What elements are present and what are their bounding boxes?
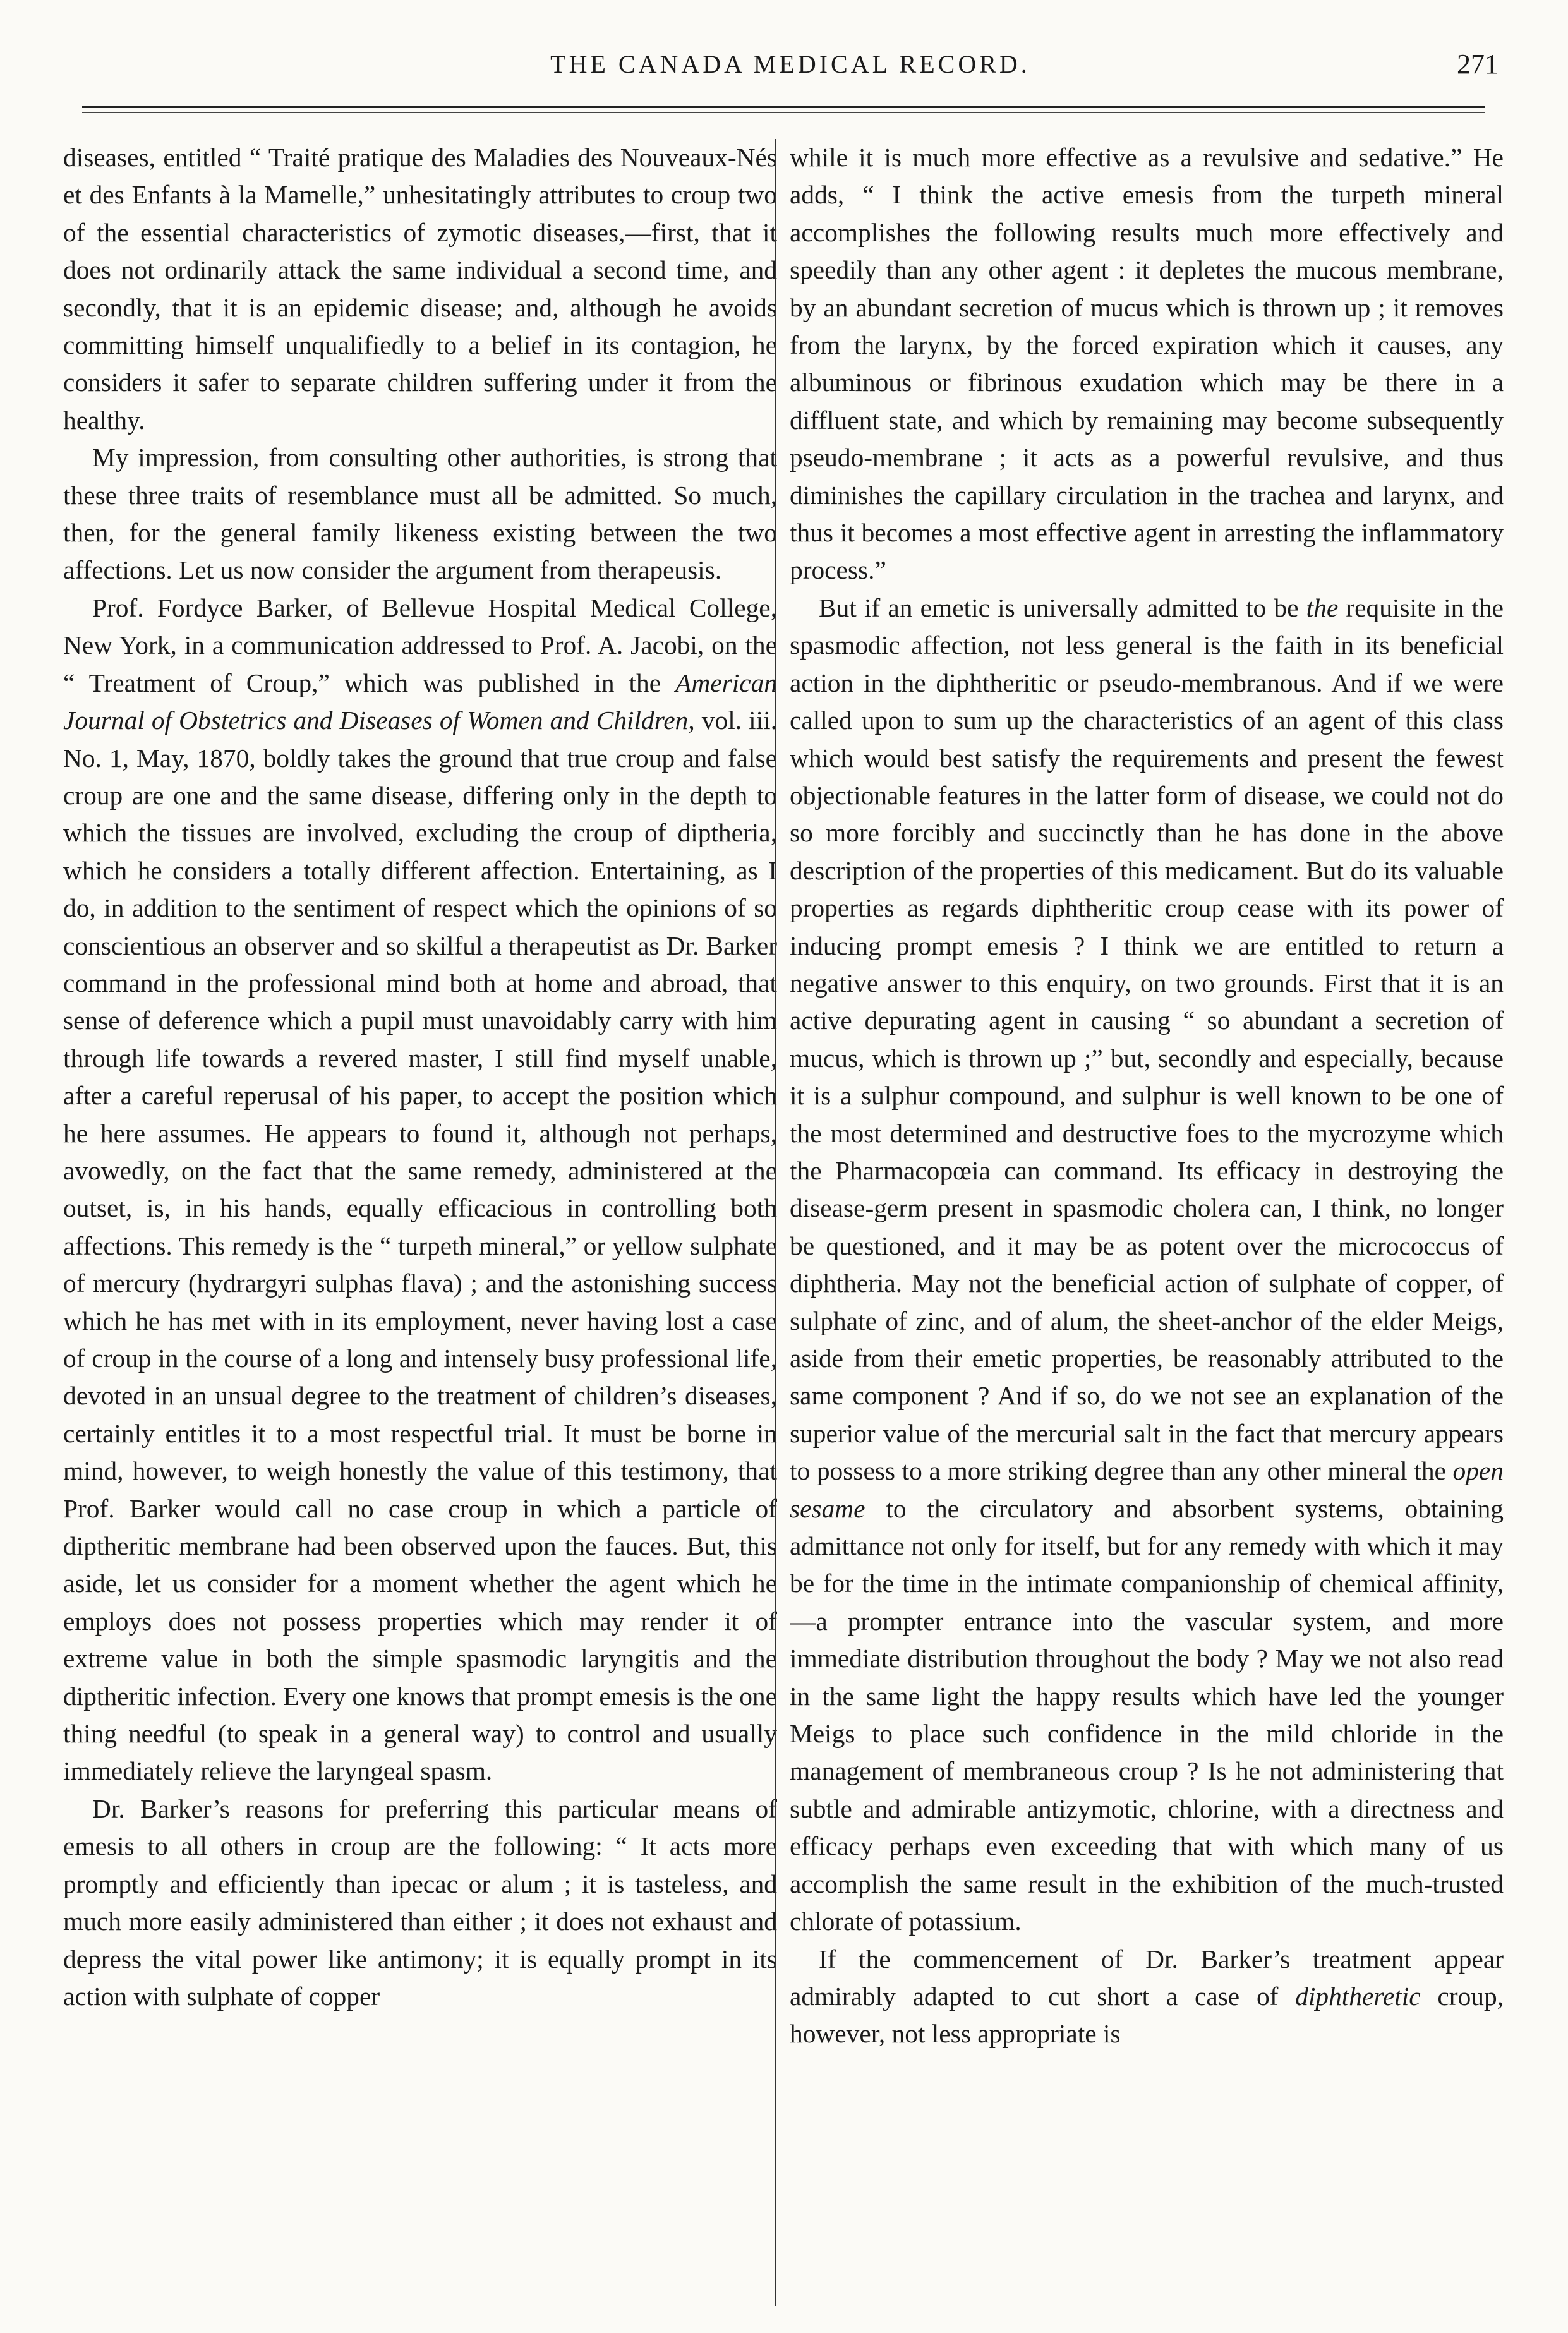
emphasis: open sesame [790,1456,1504,1523]
paragraph [63,1790,777,2015]
column-divider [775,139,776,2306]
left-column [63,139,777,2306]
text-run: But if an emetic is universally admitted to be [819,593,1306,622]
paragraph [63,139,777,439]
paragraph [790,589,1504,1941]
text-run: , vol. iii. No. 1, May, 1870, boldly takes the ground that true croup and false croup are one and the same disease, differing only in the depth to which the tissues are involved, excluding the croup of diptheria, which he considers a totally different affection. Entertaining, as I do, in addition to the sentiment of respect which the opinions of so conscientious an observer and so skilful a therapeutist as Dr. Barker command in the professional mind both at home and abroad, that sense of deference which a pupil must unavoidably carry with him through life towards a revered master, I still find myself unable, after a careful reperusal of his paper, to accept the position which he here assumes. He appears to found it, although not perhaps, avowedly, on the fact that the same remedy, administered at the outset, is, in his hands, equally efficacious in controlling both affections. This remedy is the “ turpeth mineral,” or yellow sulphate of mercury (hydrargyri sulphas flava) ; and the astonishing success which he has met with in its employment, never having lost a case of croup in the course of a long and intensely busy professional life, devoted in an unsual degree to the treatment of children’s diseases, certainly entitles it to a most respectful trial. It must be borne in mind, however, to weigh honestly the value of this testimony, that Prof. Barker would call no case croup in which a particle of diptheritic membrane had been observed upon the fauces. But, this aside, let us consider for a moment whether the agent which he employs does not possess properties which may render it of extreme value in both the simple spasmodic laryngitis and the diptheritic infection. Every one knows that prompt emesis is the one thing needful (to speak in a general way) to control and usually immediately relieve the laryngeal spasm. [63,706,777,1786]
paragraph [790,139,1504,589]
text-run: while it is much more effective as a revulsive and sedative.” He adds, “ I think the active emesis from the turpeth mineral accomplishes the following results much more effectively and speedily than any other agent : it depletes the mucous membrane, by an abundant secretion of mucus which is thrown up ; it removes from the larynx, by the forced expiration which it causes, any albuminous or fibrinous exudation which may be there in a diffluent state, and which by remaining may become subsequently pseudo-membrane ; it acts as a powerful revulsive, and thus diminishes the capillary circulation in the trachea and larynx, and thus it becomes a most effective agent in arresting the inflammatory process.” [790,143,1504,585]
text-run: to the circulatory and absorbent systems, obtaining admittance not only for itself, but for any remedy with which it may be for the time in the intimate companionship of chemical affinity,—a prompter entrance into the vascular system, and more immediate distribution throughout the body ? May we not also read in the same light the happy results which have led the younger Meigs to place such confidence in the mild chloride in the management of membraneous croup ? Is he not administering that subtle and admirable antizymotic, chlorine, with a directness and efficacy perhaps even exceeding that with which many of us accomplish the same result in the exhibition of the much-trusted chlorate of potassium. [790,1493,1504,1936]
header-rule [82,106,1485,108]
paragraph [790,1941,1504,2053]
page-number: 271 [1457,49,1499,80]
paragraph [63,589,777,1790]
journal-title: THE CANADA MEDICAL RECORD. [550,50,1030,78]
text-run: croup, however, not less appropriate is [790,1981,1504,2049]
paragraph [63,439,777,589]
page-header [82,45,1499,96]
text-run: Prof. Fordyce Barker, of Bellevue Hospital Medical College, New York, in a communication addressed to Prof. A. Jacobi, on the “ Treatment of Croup,” which was published in the [63,593,777,697]
text-run: Dr. Barker’s reasons for preferring this particular means of emesis to all others in croup are the following: “ It acts more promptly and efficiently than ipecac or alum ; it is tasteless, and much more easily administered than either ; it does not exhaust and depress the vital power like antimony; it is equally prompt in its action with sulphate of copper [63,1793,777,2011]
text-run: requisite in the spasmodic affection, not less general is the faith in its beneficial action in the diphtheritic or pseudo-membranous. And if we were called upon to sum up the characteristics of an agent of this class which would best satisfy the requirements and present the fewest objectionable features in the latter form of disease, we could not do so more forcibly and succinctly than he has done in the above description of the properties of this medicament. But do its valuable properties as regards diphtheritic croup cease with its power of inducing prompt emesis ? I think we are entitled to return a negative answer to this enquiry, on two grounds. First that it is an active depurating agent in causing “ so abundant a secretion of mucus, which is thrown up ;” but, secondly and especially, because it is a sulphur compound, and sulphur is well known to be one of the most determined and destructive foes to the mycrozyme which the Pharmacopœia can command. Its efficacy in destroying the disease-germ present in spasmodic cholera can, I think, no longer be questioned, and it may be as potent over the micrococcus of diphtheria. May not the beneficial action of sulphate of copper, of sulphate of zinc, and of alum, the sheet-anchor of the elder Meigs, aside from their emetic properties, be reasonably attributed to the same component ? And if so, do we not see an explanation of the superior value of the mercurial salt in the fact that mercury appears to possess to a more striking degree than any other mineral the [790,593,1504,1486]
text-run: If the commencement of Dr. Barker’s treatment appear admirably adapted to cut short a case of [790,1944,1504,2011]
text-run: My impression, from consulting other authorities, is strong that these three traits of resemblance must all be admitted. So much, then, for the general family likeness existing between the two affections. Let us now consider the argument from therapeusis. [63,443,777,585]
emphasis: diphtheretic [1295,1981,1421,2011]
emphasis: the [1306,593,1339,622]
journal-citation: American Journal of Obstetrics and Diseases of Women and Children [63,668,777,735]
text-run: diseases, entitled “ Traité pratique des Maladies des Nouveaux-Nés et des Enfants à la Mamelle,” unhesitatingly attributes to croup two of the essential characteristics of zymotic diseases,—first, that it does not ordinarily attack the same individual a second time, and secondly, that it is an epidemic disease; and, although he avoids committing himself unqualifiedly to a belief in its contagion, he considers it safer to separate children suffering under it from the healthy. [63,143,777,435]
right-column [790,139,1504,2306]
header-rule-thin [82,112,1485,113]
